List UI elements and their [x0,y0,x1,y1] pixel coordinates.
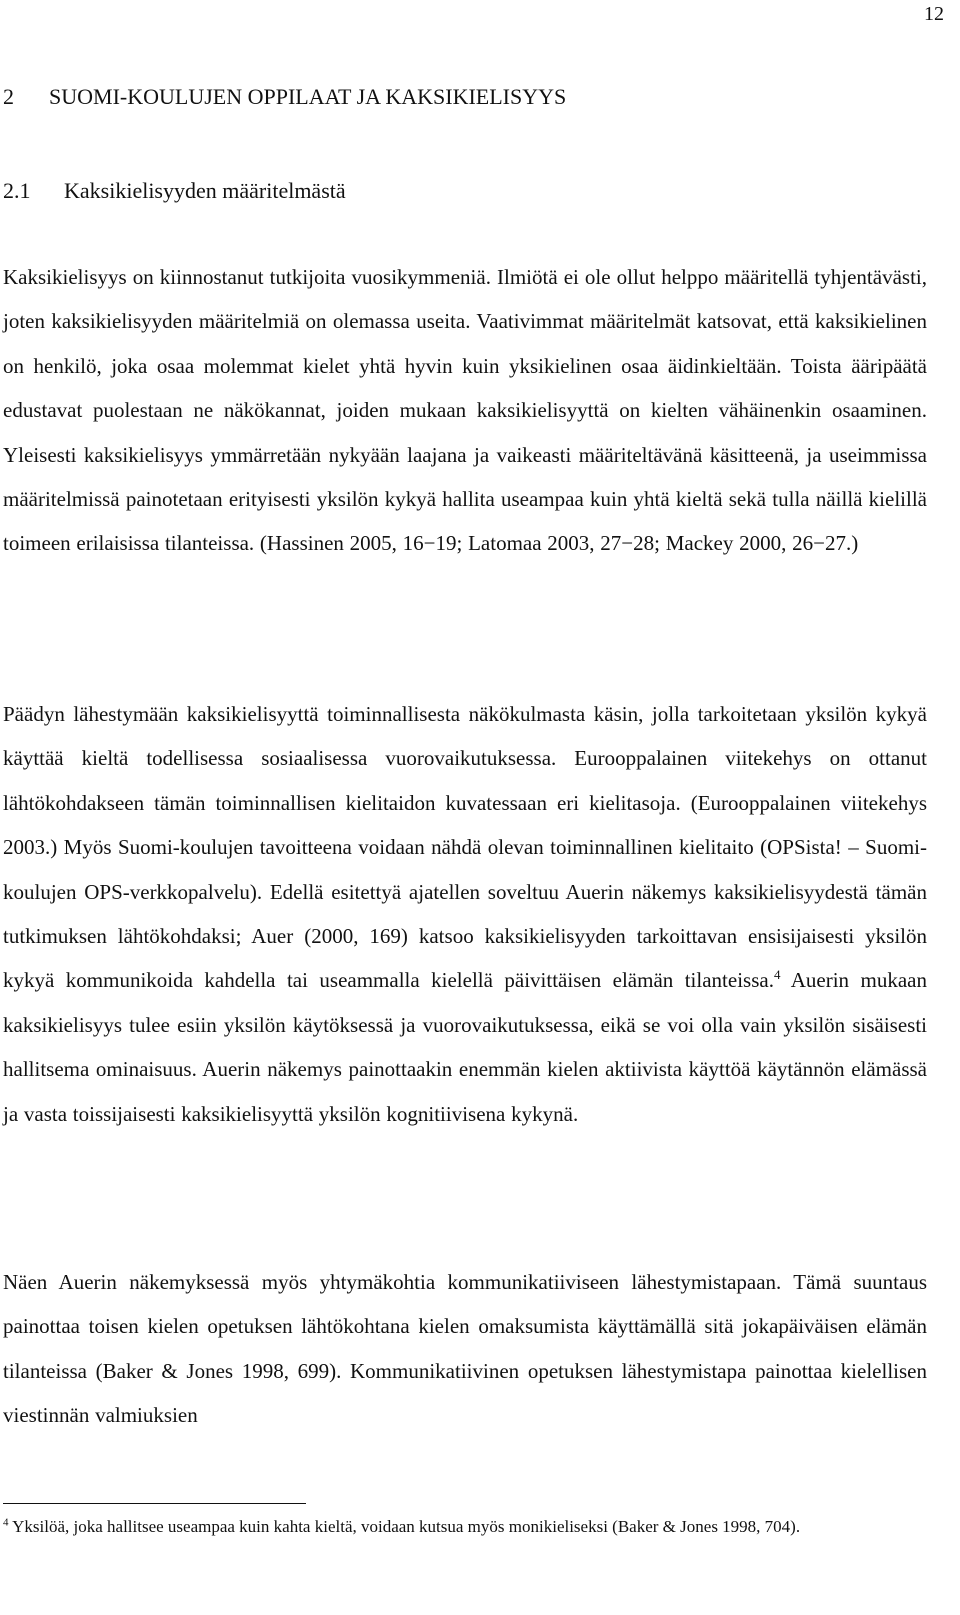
section-title: Kaksikielisyyden määritelmästä [64,178,346,203]
paragraph-text-after-footnote: Auerin mukaan kaksikielisyys tulee esiin yksilön käytöksessä ja vuorovaikutuksessa, eikä se voi olla vain yksilön sisäisesti hallitsema ominaisuus. Auerin näkemys painottaakin enemmän kielen aktiivista käyttöä käytännön elämässä ja vasta toissijaisesti kaksikielisyyttä yksilön kognitiivisena kykynä. [3,968,927,1126]
footnote-mark: 4 [3,1516,9,1529]
footnote [3,1516,903,1538]
section-number: 2.1 [3,178,31,203]
footnote-text: Yksilöä, joka hallitsee useampaa kuin kahta kieltä, voidaan kutsua myös monikieliseksi (Baker & Jones 1998, 704). [8,1517,801,1536]
footnote-divider [3,1503,306,1504]
chapter-title: SUOMI-KOULUJEN OPPILAAT JA KAKSIKIELISYYS [49,84,567,109]
paragraph-communicative-approach: Näen Auerin näkemyksessä myös yhtymäkohtia kommunikatiiviseen lähestymistapaan. Tämä suuntaus painottaa toisen kielen opetuksen lähtökohtana kielen omaksumista käyttämällä sitä jokapäiväisen elämän tilanteissa (Baker & Jones 1998, 699). Kommunikatiivinen opetuksen lähestymistapa painottaa kielellisen viestinnän valmiuksien [3,1270,927,1428]
paragraph-text-before-footnote: Päädyn lähestymään kaksikielisyyttä toiminnallisesta näkökulmasta käsin, jolla tarkoitetaan yksilön kykyä käyttää kieltä todellisessa sosiaalisessa vuorovaikutuksessa. Eurooppalainen viitekehys on ottanut lähtökohdakseen tämän toiminnallisen kielitaidon kuvatessaan eri kielitasoja. (Eurooppalainen viitekehys 2003.) Myös Suomi-koulujen tavoitteena voidaan nähdä olevan toiminnallinen kielitaito (OPSista! – Suomi-koulujen OPS-verkkopalvelu). Edellä esitettyä ajatellen soveltuu Auerin näkemys kaksikielisyydestä tämän tutkimuksen lähtökohdaksi; Auer (2000, 169) katsoo kaksikielisyyden tarkoittavan ensisijaisesti yksilön kykyä kommunikoida kahdella tai useammalla kielellä päivittäisen elämän tilanteissa. [3,702,927,993]
chapter-heading [3,84,566,110]
paragraph-functional-view [3,692,927,1136]
chapter-number: 2 [3,84,14,109]
footnote-reference: 4 [773,967,781,983]
section-heading [3,178,346,204]
paragraph-definitions: Kaksikielisyys on kiinnostanut tutkijoita vuosikymmeniä. Ilmiötä ei ole ollut helppo määritellä tyhjentävästi, joten kaksikielisyyden määritelmiä on olemassa useita. Vaativimmat määritelmät katsovat, että kaksikielinen on henkilö, joka osaa molemmat kielet yhtä hyvin kuin yksikielinen osaa äidinkieltään. Toista ääripäätä edustavat puolestaan ne näkökannat, joiden mukaan kaksikielisyyttä on kielten vähäinenkin osaaminen. Yleisesti kaksikielisyys ymmärretään nykyään laajana ja vaikeasti määriteltävänä käsitteenä, ja useimmissa määritelmissä painotetaan erityisesti yksilön kykyä hallita useampaa kuin yhtä kieltä sekä tulla näillä kielillä toimeen erilaisissa tilanteissa. (Hassinen 2005, 16−19; Latomaa 2003, 27−28; Mackey 2000, 26−27.) [3,265,927,556]
page-number: 12 [924,3,944,25]
